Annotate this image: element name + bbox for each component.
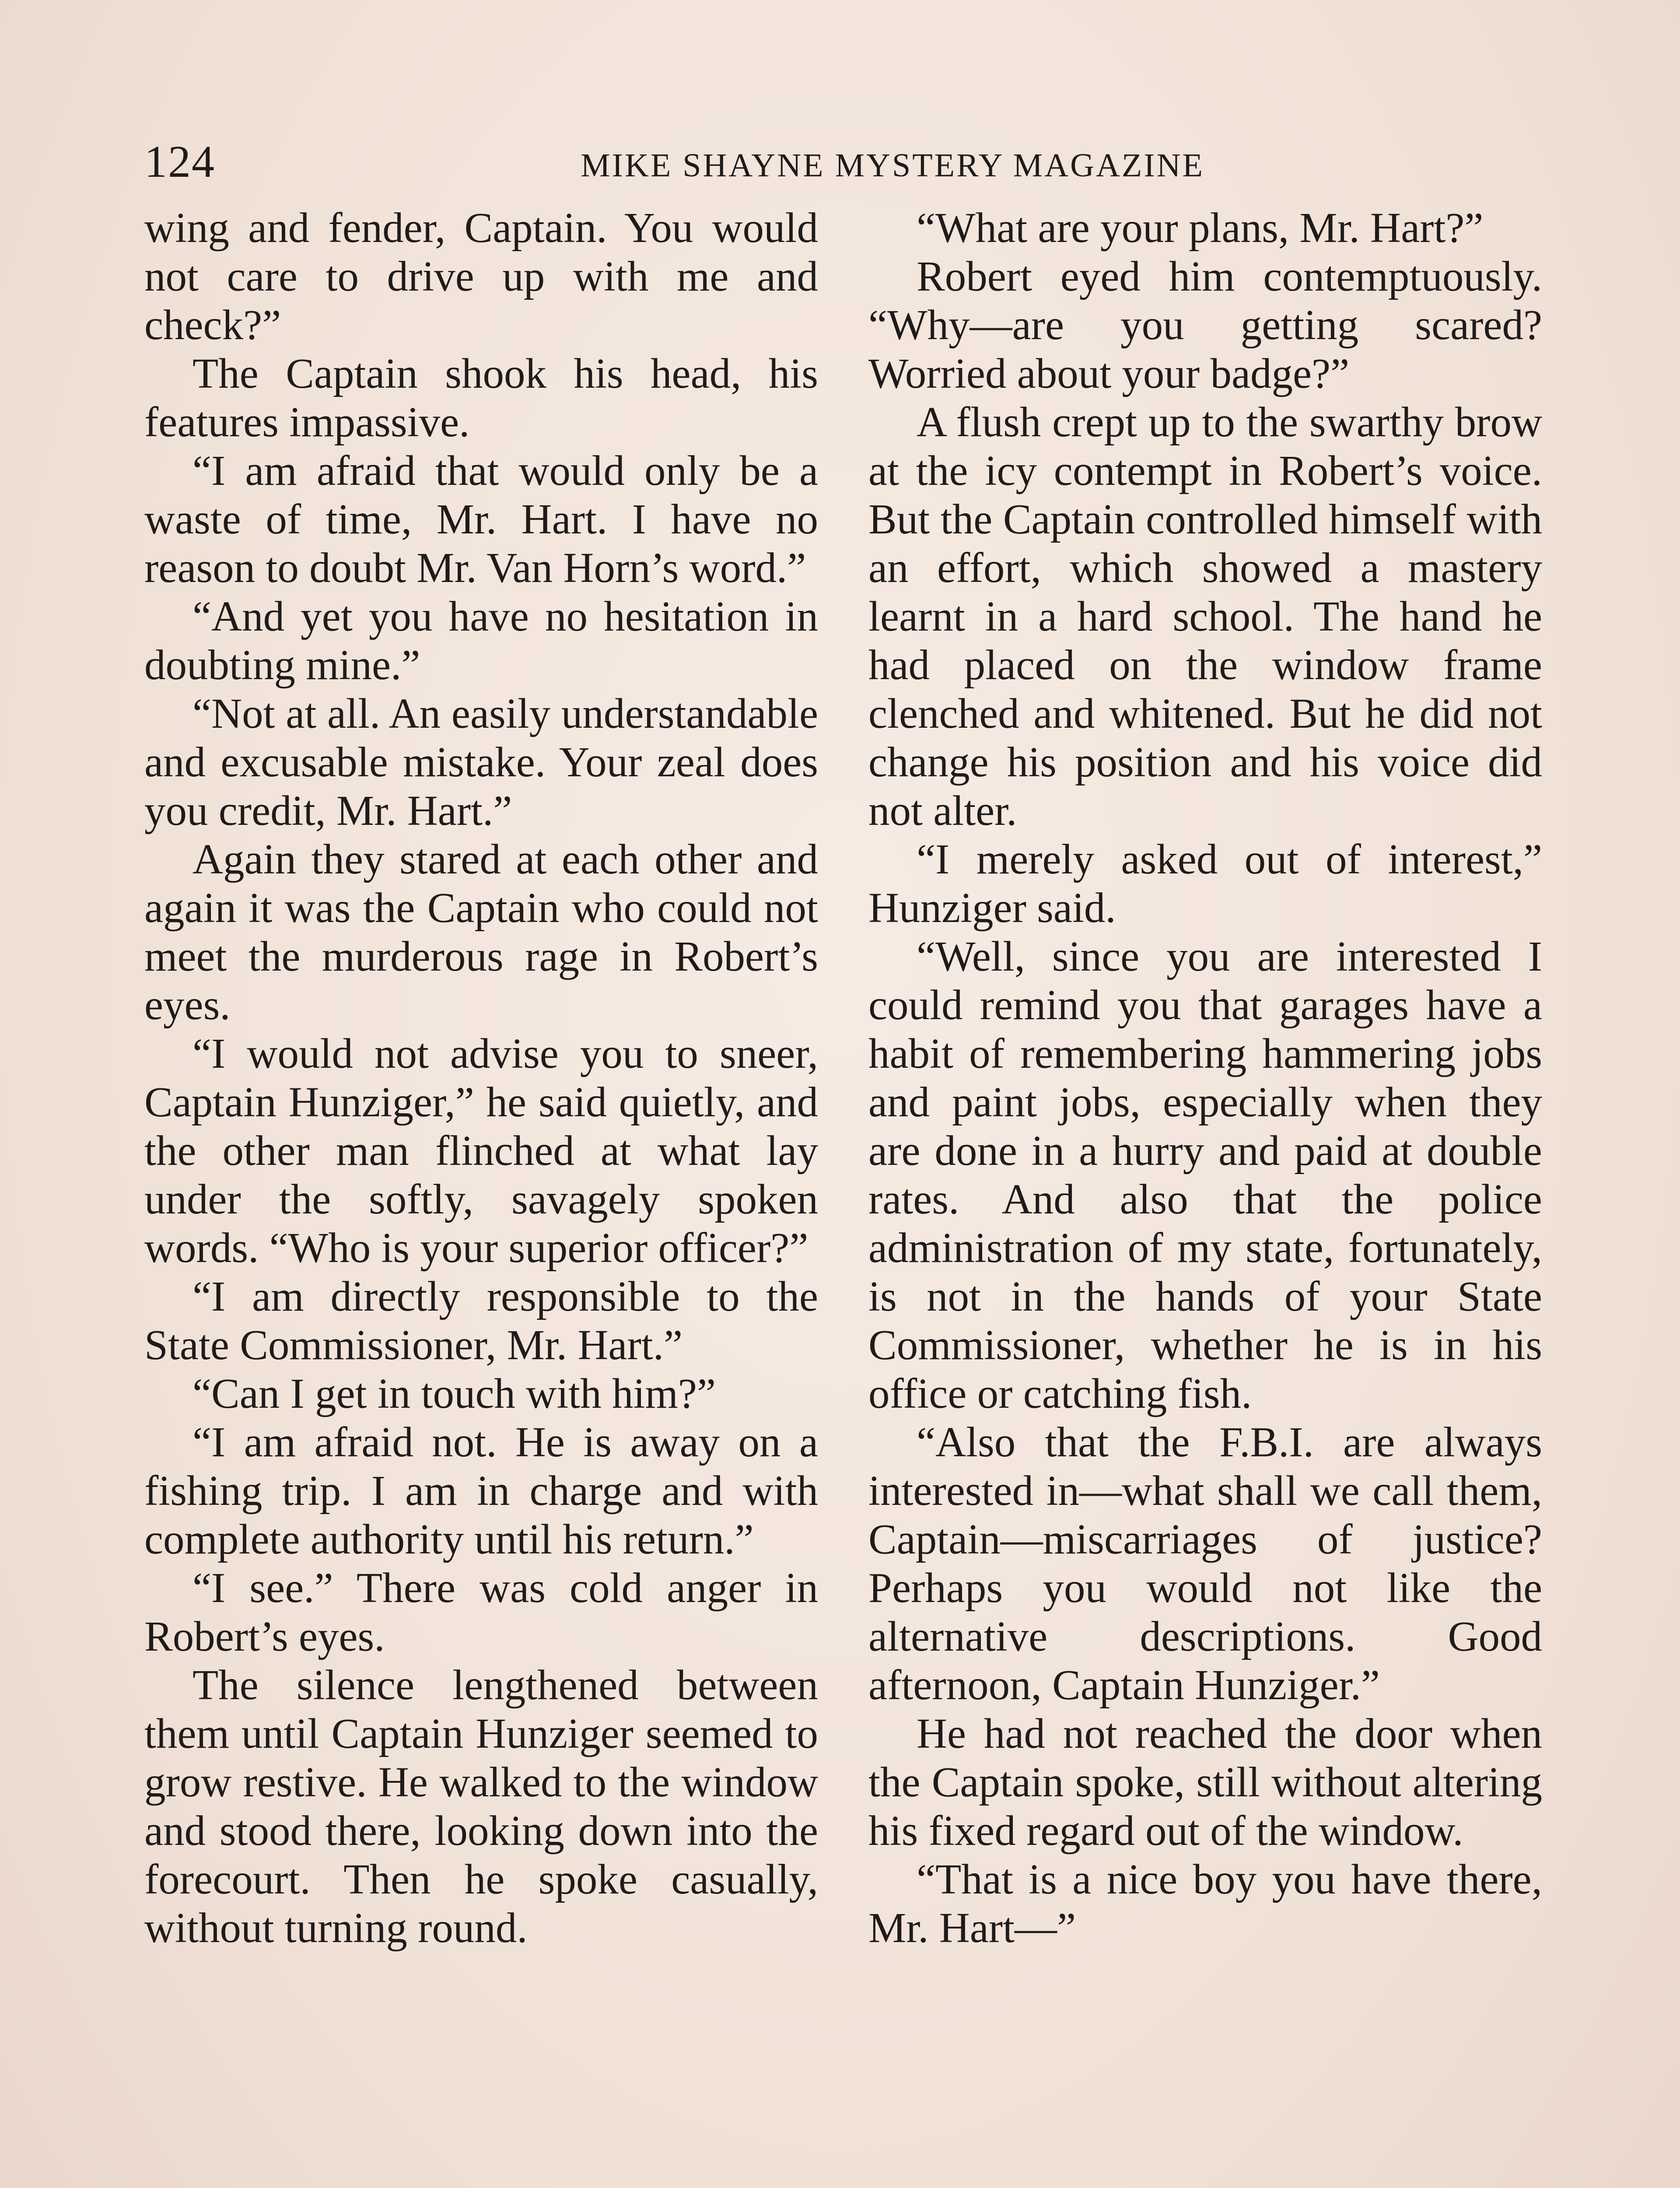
- paragraph: “I would not advise you to sneer, Captain Hunziger,” he said quietly, and the other man flinched at what lay under the softly, savagely spoken words. “Who is your superior officer?”: [144, 1030, 818, 1271]
- running-head: MIKE SHAYNE MYSTERY MAGAZINE: [581, 147, 1204, 184]
- paragraph: wing and fender, Captain. You would not care to drive up with me and check?”: [144, 204, 818, 348]
- paragraph: “Also that the F.B.I. are always interested in—what shall we call them, Captain—miscarriages of justice? Perhaps you would not like the alternative descriptions. Good afternoon, Captain Hunziger.”: [868, 1419, 1542, 1708]
- paragraph: He had not reached the door when the Captain spoke, still without altering his fixed regard out of the window.: [868, 1710, 1542, 1854]
- paragraph: The Captain shook his head, his features impassive.: [144, 350, 818, 445]
- paragraph: The silence lengthened between them until Captain Hunziger seemed to grow restive. He walked to the window and stood there, looking down into the forecourt. Then he spoke casually, without turning round.: [144, 1662, 818, 1951]
- paragraph: “Well, since you are interested I could remind you that garages have a habit of remembering hammering jobs and paint jobs, especially when they are done in a hurry and paid at double rates. And also that the police administration of my state, fortunately, is not in the hands of your State Commissioner, whether he is in his office or catching fish.: [868, 933, 1542, 1417]
- paragraph: A flush crept up to the swarthy brow at the icy contempt in Robert’s voice. But the Captain controlled himself with an effort, which showed a mastery learnt in a hard school. The hand he had placed on the window frame clenched and whitened. But he did not change his position and his voice did not alter.: [868, 399, 1542, 834]
- paragraph: “I see.” There was cold anger in Robert’s eyes.: [144, 1564, 818, 1660]
- paragraph: “I am afraid that would only be a waste of time, Mr. Hart. I have no reason to doubt Mr. Van Horn’s word.”: [144, 447, 818, 591]
- paragraph: “I merely asked out of interest,” Hunziger said.: [868, 836, 1542, 931]
- paragraph: “Not at all. An easily understandable and excusable mistake. Your zeal does you credit, Mr. Hart.”: [144, 690, 818, 834]
- paragraph: “I am directly responsible to the State Commissioner, Mr. Hart.”: [144, 1273, 818, 1368]
- paragraph: “That is a nice boy you have there, Mr. Hart—”: [868, 1856, 1542, 1951]
- left-text-column: [144, 203, 818, 1952]
- paragraph: “And yet you have no hesitation in doubting mine.”: [144, 593, 818, 688]
- page-number: 124: [144, 137, 215, 187]
- paragraph: “I am afraid not. He is away on a fishing trip. I am in charge and with complete authority until his return.”: [144, 1419, 818, 1563]
- page-header: [144, 131, 1536, 193]
- paragraph: Again they stared at each other and again it was the Captain who could not meet the murderous rage in Robert’s eyes.: [144, 836, 818, 1028]
- paragraph: “What are your plans, Mr. Hart?”: [917, 204, 1484, 251]
- right-text-column: [868, 203, 1542, 1952]
- paragraph: Robert eyed him contemptuously. “Why—are you getting scared? Worried about your badge?”: [868, 253, 1542, 397]
- paragraph: “Can I get in touch with him?”: [192, 1370, 716, 1417]
